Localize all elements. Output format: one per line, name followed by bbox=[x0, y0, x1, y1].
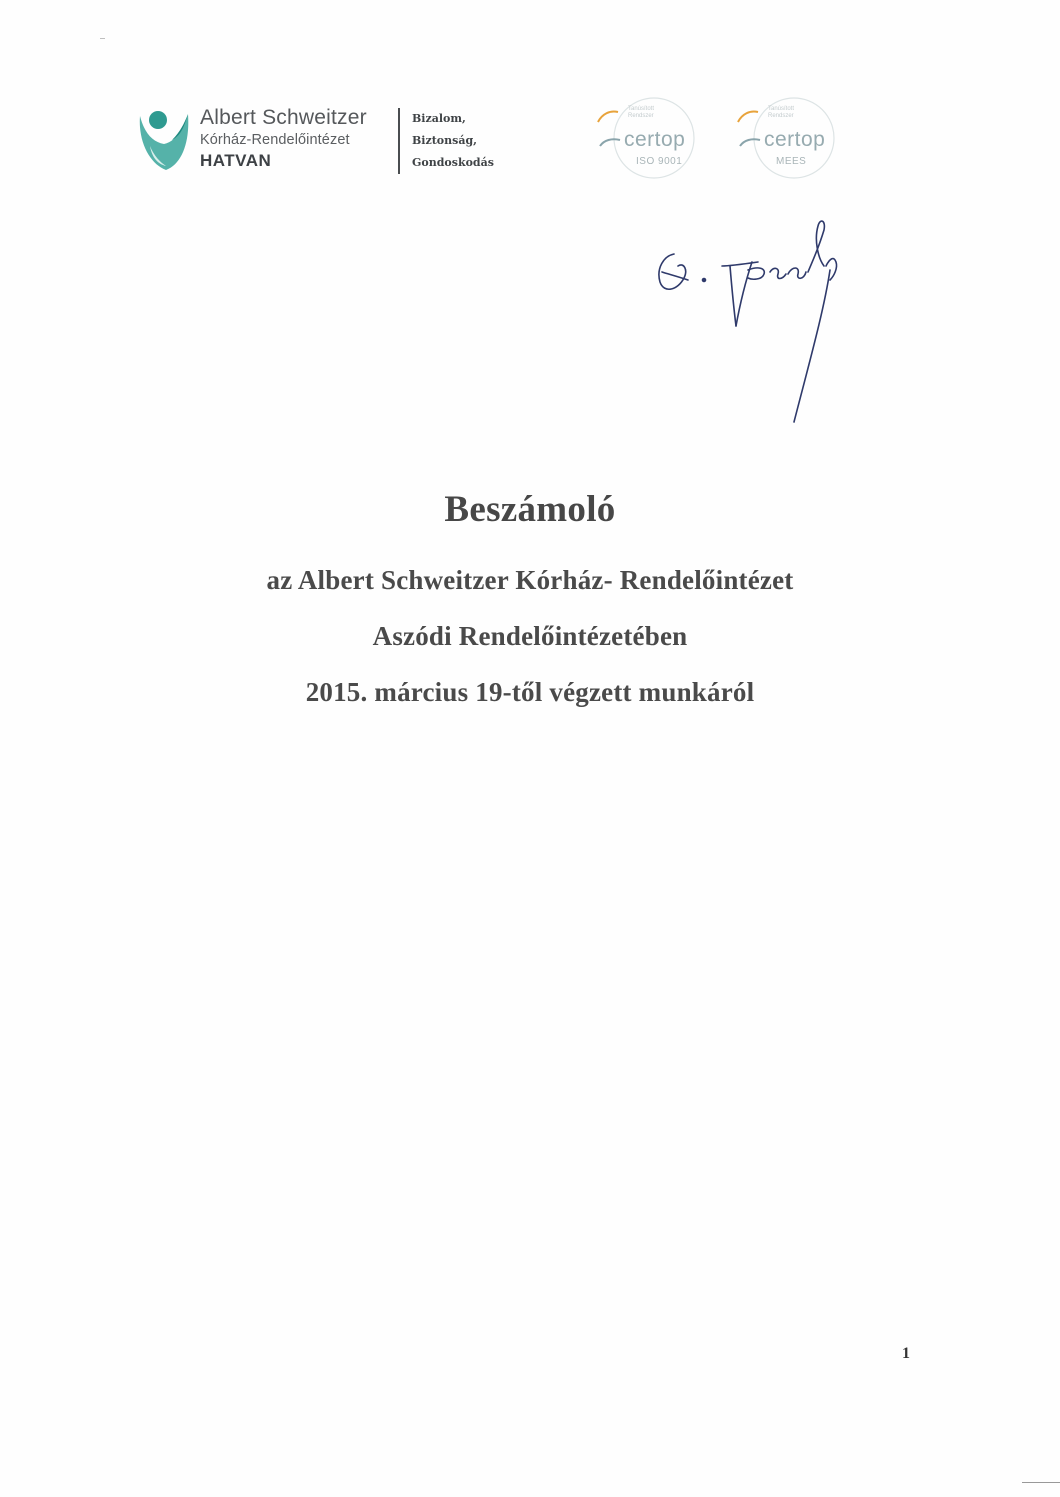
institution-type: Kórház-Rendelőintézet bbox=[200, 132, 350, 148]
certop-iso-badge bbox=[588, 92, 720, 184]
title-block bbox=[0, 480, 1060, 720]
hospital-logo-icon bbox=[136, 102, 192, 174]
letterhead-divider bbox=[398, 108, 400, 174]
letterhead bbox=[130, 92, 880, 184]
cert-standard: MEES bbox=[776, 156, 807, 167]
institution-city: HATVAN bbox=[200, 151, 272, 170]
certop-mees-badge bbox=[728, 92, 860, 184]
motto-line: Biztonság, bbox=[412, 134, 477, 147]
subtitle-line: az Albert Schweitzer Kórház- Rendelőintézet bbox=[266, 565, 794, 595]
scan-artifact bbox=[1022, 1482, 1060, 1483]
cert-standard: ISO 9001 bbox=[636, 156, 683, 167]
institution-block bbox=[200, 106, 367, 172]
handwritten-signature bbox=[648, 210, 858, 435]
motto bbox=[412, 108, 494, 174]
scan-artifact bbox=[100, 38, 105, 39]
cert-brand: certop bbox=[764, 128, 826, 151]
institution-name: Albert Schweitzer bbox=[200, 106, 367, 129]
subtitle-line: 2015. március 19-től végzett munkáról bbox=[305, 677, 755, 707]
page-number: 1 bbox=[902, 1345, 910, 1362]
cert-brand: certop bbox=[624, 128, 686, 151]
document-title: Beszámoló bbox=[444, 489, 616, 530]
cert-small-text: Tanúsított Rendszer bbox=[768, 106, 795, 119]
motto-line: Gondoskodás bbox=[412, 156, 494, 169]
cert-small-text: Tanúsított Rendszer bbox=[628, 106, 655, 119]
subtitle-line: Aszódi Rendelőintézetében bbox=[372, 621, 688, 651]
motto-line: Bizalom, bbox=[412, 112, 466, 125]
